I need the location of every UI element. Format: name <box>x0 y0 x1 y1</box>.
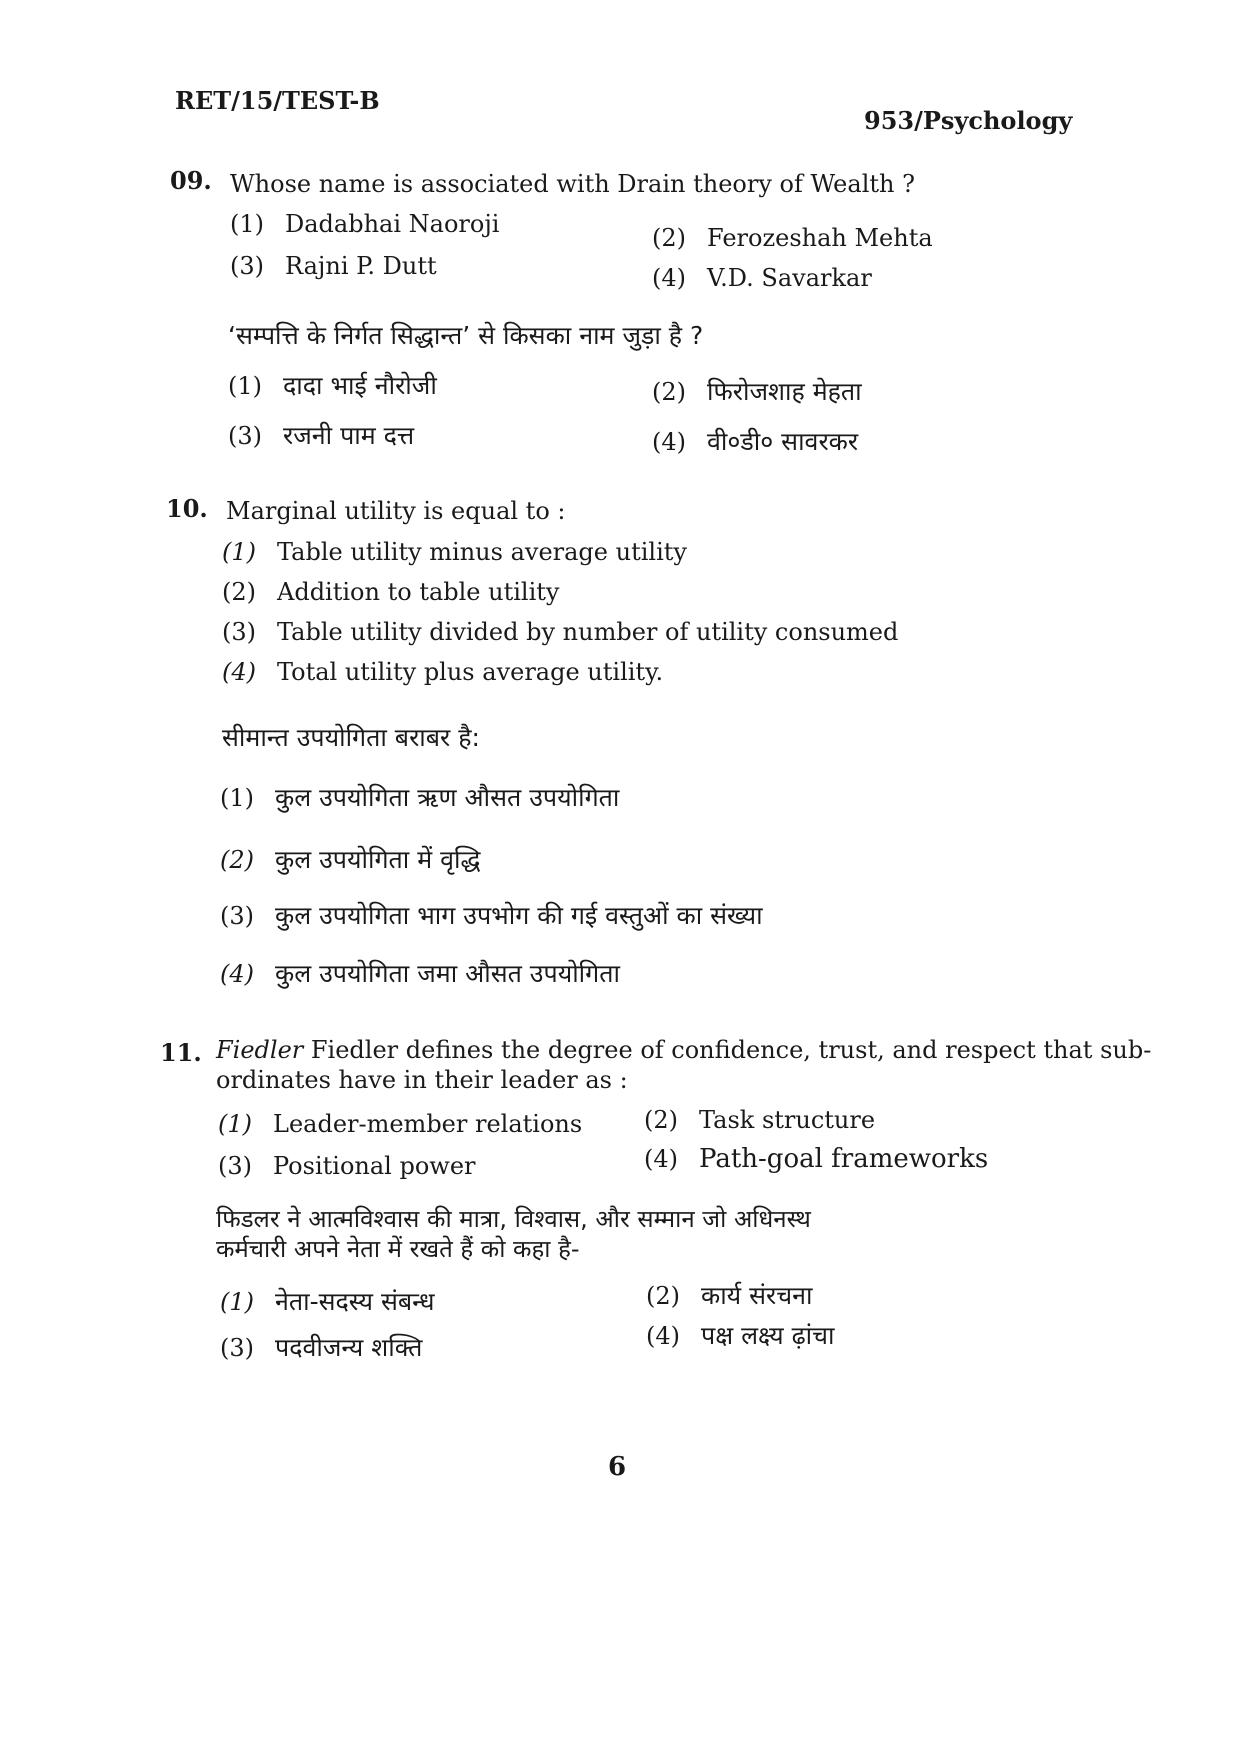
option-hi-1: (1) नेता-सदस्य संबन्ध <box>220 1287 435 1316</box>
option-en-1: (1) Table utility minus average utility <box>222 538 687 566</box>
option-hi-3: (3) रजनी पाम दत्त <box>228 421 415 450</box>
option-en-4: (4) Path-goal frameworks <box>644 1144 989 1174</box>
option-en-3: (3) Positional power <box>218 1152 476 1180</box>
option-hi-4: (4) कुल उपयोगिता जमा औसत उपयोगिता <box>220 959 620 988</box>
question-text-hi: ‘सम्पत्ति के निर्गत सिद्धान्त’ से किसका नाम जुड़ा है ? <box>228 321 704 350</box>
page-number: 6 <box>608 1452 627 1482</box>
header-subject: 953/Psychology <box>864 106 1073 135</box>
question-text-hi-line2: कर्मचारी अपने नेता में रखते हैं को कहा है- <box>216 1235 580 1263</box>
question-text-en: Whose name is associated with Drain theory of Wealth ? <box>230 170 915 198</box>
option-en-2: (2) Addition to table utility <box>222 578 560 606</box>
option-hi-3: (3) कुल उपयोगिता भाग उपभोग की गई वस्तुओं का संख्या <box>220 901 763 930</box>
question-number: 11. <box>160 1038 202 1067</box>
question-number: 09. <box>170 166 212 195</box>
option-en-1: (1) Dadabhai Naoroji <box>230 210 500 238</box>
option-en-4: (4) V.D. Savarkar <box>652 264 872 292</box>
option-hi-2: (2) फिरोजशाह मेहता <box>652 377 862 406</box>
question-text-en-line2: ordinates have in their leader as : <box>216 1066 628 1094</box>
option-en-4: (4) Total utility plus average utility. <box>222 658 664 686</box>
option-hi-3: (3) पदवीजन्य शक्ति <box>220 1333 423 1362</box>
option-hi-2: (2) कुल उपयोगिता में वृद्धि <box>220 845 481 874</box>
option-en-3: (3) Table utility divided by number of utility consumed <box>222 618 899 646</box>
question-text-hi-line1: फिडलर ने आत्मविश्वास की मात्रा, विश्वास, और सम्मान जो अधिनस्थ <box>216 1205 811 1233</box>
option-hi-2: (2) कार्य संरचना <box>646 1281 813 1310</box>
question-text-hi: सीमान्त उपयोगिता बराबर है: <box>222 723 480 752</box>
option-hi-1: (1) कुल उपयोगिता ऋण औसत उपयोगिता <box>220 783 620 812</box>
option-en-2: (2) Task structure <box>644 1106 876 1134</box>
question-text-en: Marginal utility is equal to : <box>226 497 566 525</box>
option-hi-4: (4) पक्ष लक्ष्य ढ़ांचा <box>646 1321 835 1350</box>
question-text-en-line1: Fiedler Fiedler defines the degree of confidence, trust, and respect that sub- <box>216 1036 1152 1064</box>
option-en-1: (1) Leader-member relations <box>218 1110 583 1138</box>
option-hi-1: (1) दादा भाई नौरोजी <box>228 371 437 400</box>
option-hi-4: (4) वी०डी० सावरकर <box>652 427 859 456</box>
option-en-2: (2) Ferozeshah Mehta <box>652 224 933 252</box>
question-number: 10. <box>166 494 208 523</box>
option-en-3: (3) Rajni P. Dutt <box>230 252 437 280</box>
header-code: RET/15/TEST-B <box>175 86 380 115</box>
